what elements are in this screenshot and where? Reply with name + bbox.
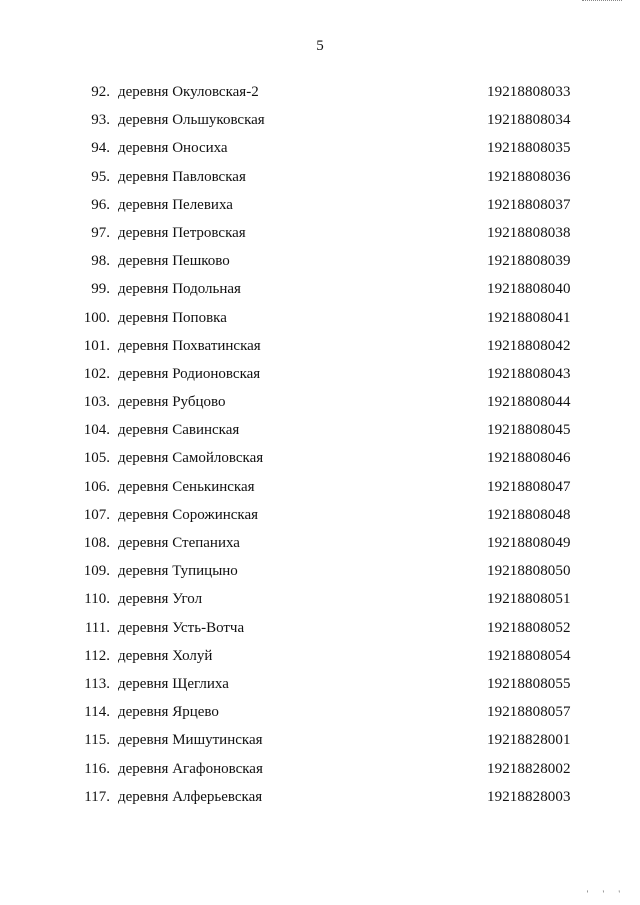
item-number: 113. bbox=[84, 675, 110, 692]
list-item bbox=[0, 561, 640, 589]
list-item bbox=[0, 279, 640, 307]
list-item bbox=[0, 195, 640, 223]
list-item bbox=[0, 336, 640, 364]
item-number: 116. bbox=[84, 760, 110, 777]
list-item bbox=[0, 646, 640, 674]
list-item bbox=[0, 251, 640, 279]
settlement-name: деревня Щеглиха bbox=[118, 675, 229, 692]
oktmo-code: 19218808047 bbox=[487, 478, 571, 495]
oktmo-code: 19218828001 bbox=[487, 732, 571, 749]
settlement-name: деревня Сенькинская bbox=[118, 478, 255, 495]
oktmo-code: 19218808033 bbox=[487, 84, 571, 100]
settlement-name: деревня Похватинская bbox=[118, 337, 261, 354]
list-item bbox=[0, 138, 640, 166]
oktmo-code: 19218808045 bbox=[487, 422, 571, 439]
settlement-name: деревня Оносиха bbox=[118, 140, 228, 157]
list-item bbox=[0, 702, 640, 730]
settlement-name: деревня Усть-Вотча bbox=[118, 619, 245, 636]
item-number: 92. bbox=[91, 84, 110, 100]
item-number: 93. bbox=[91, 112, 110, 129]
list-item bbox=[0, 82, 640, 110]
settlement-name: деревня Савинская bbox=[118, 422, 240, 439]
settlement-name: деревня Тупицыно bbox=[118, 563, 238, 580]
list-item bbox=[0, 448, 640, 476]
oktmo-code: 19218808037 bbox=[487, 196, 571, 213]
oktmo-code: 19218808046 bbox=[487, 450, 571, 467]
oktmo-code: 19218828003 bbox=[487, 788, 571, 805]
oktmo-code: 19218808034 bbox=[487, 112, 571, 129]
oktmo-code: 19218808035 bbox=[487, 140, 571, 157]
item-number: 112. bbox=[84, 647, 110, 664]
list-item bbox=[0, 787, 640, 815]
settlement-list bbox=[0, 82, 640, 815]
list-item bbox=[0, 759, 640, 787]
list-item bbox=[0, 618, 640, 646]
item-number: 99. bbox=[91, 281, 110, 298]
settlement-name: деревня Угол bbox=[118, 591, 203, 608]
oktmo-code: 19218808042 bbox=[487, 337, 571, 354]
settlement-name: деревня Поповка bbox=[118, 309, 227, 326]
oktmo-code: 19218808036 bbox=[487, 168, 571, 185]
list-item bbox=[0, 110, 640, 138]
item-number: 107. bbox=[83, 506, 110, 523]
oktmo-code: 19218828002 bbox=[487, 760, 571, 777]
item-number: 114. bbox=[84, 704, 110, 721]
settlement-name: деревня Пешково bbox=[118, 253, 230, 270]
settlement-name: деревня Ольшуковская bbox=[118, 112, 265, 129]
item-number: 110. bbox=[84, 591, 110, 608]
settlement-name: деревня Подольная bbox=[118, 281, 241, 298]
settlement-name: деревня Алферьевская bbox=[118, 788, 263, 805]
list-item bbox=[0, 308, 640, 336]
item-number: 106. bbox=[83, 478, 110, 495]
item-number: 102. bbox=[83, 365, 110, 382]
item-number: 96. bbox=[91, 196, 110, 213]
item-number: 111. bbox=[84, 619, 110, 636]
list-item bbox=[0, 392, 640, 420]
settlement-name: деревня Ярцево bbox=[118, 704, 219, 721]
settlement-name: деревня Сорожинская bbox=[118, 506, 259, 523]
settlement-name: деревня Мишутинская bbox=[118, 732, 263, 749]
oktmo-code: 19218808044 bbox=[487, 394, 571, 411]
oktmo-code: 19218808039 bbox=[487, 253, 571, 270]
list-item bbox=[0, 167, 640, 195]
settlement-name: деревня Петровская bbox=[118, 224, 246, 241]
item-number: 97. bbox=[91, 224, 110, 241]
settlement-name: деревня Родионовская bbox=[118, 365, 261, 382]
oktmo-code: 19218808043 bbox=[487, 365, 571, 382]
list-item bbox=[0, 533, 640, 561]
item-number: 101. bbox=[83, 337, 110, 354]
scan-artifact-top bbox=[582, 0, 622, 7]
oktmo-code: 19218808050 bbox=[487, 563, 571, 580]
item-number: 100. bbox=[83, 309, 110, 326]
item-number: 104. bbox=[83, 422, 110, 439]
item-number: 98. bbox=[91, 253, 110, 270]
settlement-name: деревня Окуловская-2 bbox=[118, 84, 259, 100]
oktmo-code: 19218808038 bbox=[487, 224, 571, 241]
list-item bbox=[0, 730, 640, 758]
settlement-name: деревня Рубцово bbox=[118, 394, 226, 411]
settlement-name: деревня Самойловская bbox=[118, 450, 264, 467]
page-number: 5 bbox=[316, 38, 324, 54]
settlement-name: деревня Павловская bbox=[118, 168, 246, 185]
item-number: 115. bbox=[84, 732, 110, 749]
scan-artifact-bottom: ' ' ' bbox=[586, 889, 626, 899]
list-item bbox=[0, 505, 640, 533]
oktmo-code: 19218808057 bbox=[487, 704, 571, 721]
item-number: 95. bbox=[91, 168, 110, 185]
item-number: 103. bbox=[83, 394, 110, 411]
item-number: 94. bbox=[91, 140, 110, 157]
oktmo-code: 19218808040 bbox=[487, 281, 571, 298]
list-item bbox=[0, 420, 640, 448]
list-item bbox=[0, 223, 640, 251]
oktmo-code: 19218808052 bbox=[487, 619, 571, 636]
oktmo-code: 19218808049 bbox=[487, 535, 571, 551]
item-number: 109. bbox=[83, 563, 110, 580]
oktmo-code: 19218808051 bbox=[487, 591, 571, 608]
item-number: 117. bbox=[84, 788, 110, 805]
list-item bbox=[0, 364, 640, 392]
settlement-name: деревня Холуй bbox=[118, 647, 213, 664]
settlement-name: деревня Пелевиха bbox=[118, 196, 233, 213]
oktmo-code: 19218808055 bbox=[487, 675, 571, 692]
list-item bbox=[0, 477, 640, 505]
settlement-name: деревня Агафоновская bbox=[118, 760, 263, 777]
oktmo-code: 19218808041 bbox=[487, 309, 571, 326]
list-item bbox=[0, 589, 640, 617]
item-number: 105. bbox=[83, 450, 110, 467]
item-number: 108. bbox=[83, 535, 110, 551]
oktmo-code: 19218808048 bbox=[487, 506, 571, 523]
list-item bbox=[0, 674, 640, 702]
oktmo-code: 19218808054 bbox=[487, 647, 571, 664]
settlement-name: деревня Степаниха bbox=[118, 535, 240, 551]
